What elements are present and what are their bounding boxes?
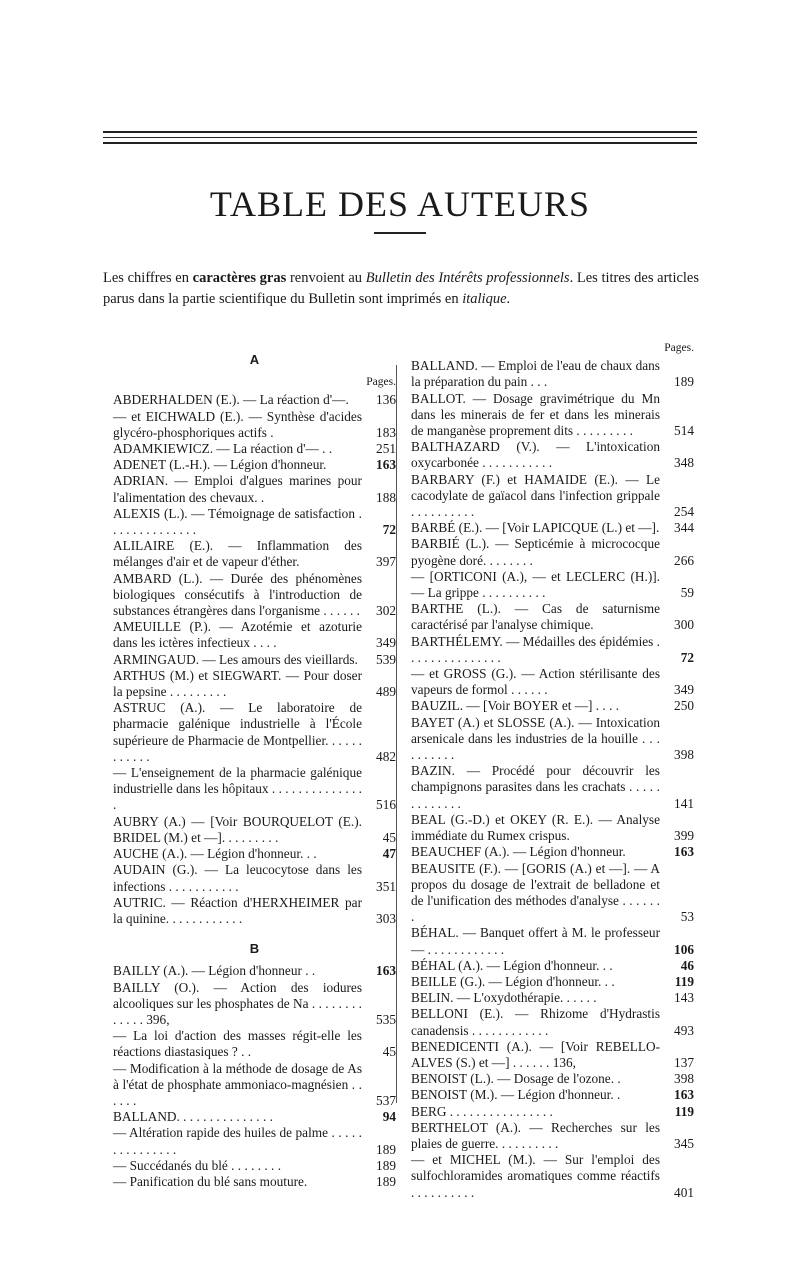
entry-page-number: 539 <box>376 651 396 667</box>
entry-page-number: 250 <box>674 698 694 714</box>
entry-text: — L'enseignement de la pharmacie galénique industrielle dans les hôpitaux . . . . . . . . . . . . . . . <box>113 765 362 813</box>
entry-page-number: 163 <box>674 1087 694 1103</box>
section-letter: B <box>249 941 260 957</box>
entry-page-number: 72 <box>680 649 694 665</box>
entry-text: BALLAND. — Emploi de l'eau de chaux dans la préparation du pain . . . <box>411 358 660 390</box>
author-entry <box>411 974 694 990</box>
author-entry <box>411 439 694 471</box>
entry-text: BARBÉ (E.). — [Voir LAPICQUE (L.) et —]. <box>411 520 660 536</box>
entry-page-number: 537 <box>376 1092 396 1108</box>
entry-text: — Succédanés du blé . . . . . . . . <box>113 1157 282 1173</box>
entry-page-number: 398 <box>674 1071 694 1087</box>
author-entry <box>411 698 694 714</box>
author-entry <box>113 963 396 979</box>
author-entry <box>411 1039 694 1071</box>
author-entry <box>113 1028 396 1060</box>
entry-text: BAILLY (O.). — Action des iodures alcooliques sur les phosphates de Na . . . . . . . . . . . . . 396, <box>113 979 362 1027</box>
pages-column-heading: Pages. <box>664 342 694 354</box>
header-rule-top <box>103 131 697 133</box>
author-entry <box>113 846 396 862</box>
entry-page-number: 189 <box>376 1141 396 1157</box>
entry-page-number: 300 <box>674 617 694 633</box>
entry-page-number: 137 <box>674 1054 694 1070</box>
entry-text: — Panification du blé sans mouture. <box>113 1173 308 1189</box>
entry-page-number: 189 <box>376 1173 396 1189</box>
entry-text: BEAUCHEF (A.). — Légion d'honneur. <box>411 844 626 860</box>
entry-text: BARBARY (F.) et HAMAIDE (E.). — Le cacodylate de gaïacol dans l'infection grippale . . . . . . . . . . <box>411 471 660 520</box>
author-entry <box>411 1071 694 1087</box>
left-column <box>113 338 396 1190</box>
author-entry <box>411 520 694 536</box>
entry-text: BALLOT. — Dosage gravimétrique du Mn dans les minerais de fer et dans les minerais de manganèse proprement dits . . . . . . . . . <box>411 390 660 439</box>
author-entry <box>411 391 694 440</box>
entry-page-number: 188 <box>376 489 396 505</box>
intro-text-1: Les chiffres en <box>103 270 193 286</box>
entry-page-number: 106 <box>674 941 694 957</box>
entry-text: BARBIÉ (L.). — Septicémie à micrococque pyogène doré. . . . . . . . <box>411 536 660 568</box>
entry-page-number: 535 <box>376 1011 396 1027</box>
entry-text: BALLAND. . . . . . . . . . . . . . . <box>113 1109 273 1125</box>
intro-paragraph <box>103 268 699 310</box>
entry-text: BÉHAL (A.). — Légion d'honneur. . . <box>411 957 613 973</box>
entry-page-number: 163 <box>674 844 694 860</box>
author-entry <box>113 1061 396 1110</box>
author-entry <box>411 536 694 568</box>
author-entry <box>411 1087 694 1103</box>
entry-text: BERG . . . . . . . . . . . . . . . . <box>411 1103 553 1119</box>
author-entry <box>113 409 396 441</box>
entry-text: BAYET (A.) et SLOSSE (A.). — Intoxication arsenicale dans les industries de la houille . . . . . . . . . . <box>411 714 660 763</box>
entry-text: ALILAIRE (E.). — Inflammation des mélanges d'air et de vapeur d'éther. <box>113 538 362 570</box>
entry-text: BARTHÉLEMY. — Médailles des épidémies . . . . . . . . . . . . . . . <box>411 633 660 665</box>
entry-text: BAUZIL. — [Voir BOYER et —] . . . . <box>411 698 620 714</box>
entry-text: BERTHELOT (A.). — Recherches sur les plaies de guerre. . . . . . . . . . <box>411 1119 660 1151</box>
entry-page-number: 163 <box>376 963 396 979</box>
entry-text: — et EICHWALD (E.). — Synthèse d'acides glycéro-phosphoriques actifs . <box>113 408 362 440</box>
title-underline <box>374 232 426 234</box>
author-entry <box>113 457 396 473</box>
entry-text: BELLONI (E.). — Rhizome d'Hydrastis canadensis . . . . . . . . . . . . <box>411 1006 660 1038</box>
author-entry <box>411 472 694 521</box>
intro-italic-text: Bulletin des Intérêts professionnels <box>365 270 570 286</box>
entry-page-number: 189 <box>376 1157 396 1173</box>
entry-page-number: 141 <box>674 795 694 811</box>
entry-text: BAILLY (A.). — Légion d'honneur . . <box>113 963 316 979</box>
entry-text: BENOIST (L.). — Dosage de l'ozone. . <box>411 1071 621 1087</box>
entry-text: BALTHAZARD (V.). — L'intoxication oxycarbonée . . . . . . . . . . . <box>411 439 660 471</box>
entry-text: AUDAIN (G.). — La leucocytose dans les infections . . . . . . . . . . . <box>113 862 362 894</box>
author-entry <box>411 1152 694 1201</box>
entry-page-number: 493 <box>674 1022 694 1038</box>
author-entry <box>411 666 694 698</box>
intro-bold-text: caractères gras <box>192 270 287 286</box>
entry-page-number: 303 <box>376 910 396 926</box>
entry-text: — Modification à la méthode de dosage de As à l'état de phosphate ammoniaco-magnésien . . . . . . <box>113 1060 362 1108</box>
entry-page-number: 72 <box>382 522 396 538</box>
entry-text: — Altération rapide des huiles de palme . . . . . . . . . . . . . . . <box>113 1125 362 1157</box>
section-letter: A <box>249 352 260 367</box>
author-entry <box>411 812 694 844</box>
author-entry <box>411 1120 694 1152</box>
column-divider <box>396 365 397 1103</box>
author-entry <box>411 601 694 633</box>
entry-page-number: 516 <box>376 797 396 813</box>
author-entry <box>113 862 396 894</box>
entry-page-number: 143 <box>674 990 694 1006</box>
entry-text: AUBRY (A.) — [Voir BOURQUELOT (E.). BRIDEL (M.) et —]. . . . . . . . . <box>113 813 362 845</box>
author-entry <box>411 925 694 957</box>
entry-page-number: 53 <box>680 909 694 925</box>
entry-page-number: 302 <box>376 603 396 619</box>
author-entry <box>113 619 396 651</box>
entry-page-number: 399 <box>674 828 694 844</box>
intro-text-3: . Les titres des articles parus dans la partie scientifique du Bulletin sont imprimés en <box>103 270 700 307</box>
entry-page-number: 251 <box>376 441 396 457</box>
author-entry <box>113 538 396 570</box>
author-entry <box>113 1158 396 1174</box>
entry-text: — [ORTICONI (A.), — et LECLERC (H.)]. — La grippe . . . . . . . . . . <box>411 568 660 601</box>
entry-text: ABDERHALDEN (E.). — La réaction d'—. <box>113 392 349 408</box>
entry-page-number: 401 <box>674 1184 694 1200</box>
entry-page-number: 183 <box>376 424 396 440</box>
entry-page-number: 344 <box>674 520 694 536</box>
entry-text: BELIN. — L'oxydothérapie. . . . . . <box>411 990 597 1006</box>
author-entry <box>411 990 694 1006</box>
author-entry <box>411 763 694 812</box>
entry-text: — et MICHEL (M.). — Sur l'emploi des sulfochloramides aromatiques comme réactifs . . . . . . . . . . <box>411 1152 660 1200</box>
author-entry <box>113 1174 396 1190</box>
entry-page-number: 46 <box>680 957 694 973</box>
author-entry <box>113 1109 396 1125</box>
entry-page-number: 189 <box>674 374 694 390</box>
entry-page-number: 348 <box>674 455 694 471</box>
entry-page-number: 163 <box>376 457 396 473</box>
author-entry <box>113 895 396 927</box>
entry-page-number: 136 <box>376 392 396 408</box>
entry-page-number: 59 <box>680 585 694 601</box>
right-column <box>411 338 694 1201</box>
author-entry <box>113 571 396 620</box>
entry-text: — La loi d'action des masses régit-elle les réactions diastasiques ? . . <box>113 1028 362 1060</box>
header-rule-middle <box>103 137 697 138</box>
author-entry <box>113 1125 396 1157</box>
entry-text: ARMINGAUD. — Les amours des vieillards. <box>113 651 358 667</box>
entry-page-number: 514 <box>674 423 694 439</box>
author-entry <box>411 569 694 601</box>
entry-page-number: 351 <box>376 878 396 894</box>
author-entry <box>411 861 694 926</box>
entry-text: BEAL (G.-D.) et OKEY (R. E.). — Analyse immédiate du Rumex crispus. <box>411 811 660 844</box>
header-rule-bottom <box>103 142 697 144</box>
entry-text: AMBARD (L.). — Durée des phénomènes biologiques consécutifs à l'introduction de substances étrangères dans l'organisme . . . . . . <box>113 570 362 619</box>
entry-text: AMEUILLE (P.). — Azotémie et azoturie dans les ictères infectieux . . . . <box>113 619 362 651</box>
entry-text: BEILLE (G.). — Légion d'honneur. . . <box>411 973 615 989</box>
author-entry <box>411 958 694 974</box>
entry-text: — et GROSS (G.). — Action stérilisante des vapeurs de formol . . . . . . <box>411 666 660 698</box>
entry-page-number: 254 <box>674 504 694 520</box>
entry-page-number: 482 <box>376 748 396 764</box>
author-entry <box>411 1006 694 1038</box>
author-entry <box>113 441 396 457</box>
pages-column-heading: Pages. <box>366 376 396 389</box>
entry-page-number: 94 <box>382 1109 396 1125</box>
entry-text: BÉHAL. — Banquet offert à M. le professeur — . . . . . . . . . . . . <box>411 925 660 957</box>
entry-page-number: 349 <box>674 682 694 698</box>
author-entry <box>113 473 396 505</box>
author-entry <box>113 765 396 814</box>
entry-text: BENEDICENTI (A.). — [Voir REBELLO-ALVES (S.) et —] . . . . . . 136, <box>411 1038 660 1070</box>
entry-page-number: 489 <box>376 684 396 700</box>
author-entry <box>113 814 396 846</box>
entry-text: BAZIN. — Procédé pour découvrir les champignons parasites dans les crachats . . . . . . . . . . . . . <box>411 763 660 811</box>
author-entry <box>113 506 396 538</box>
entry-page-number: 45 <box>382 1044 396 1060</box>
entry-page-number: 45 <box>382 829 396 845</box>
entry-text: AUCHE (A.). — Légion d'honneur. . . <box>113 846 317 862</box>
author-entry <box>113 700 396 765</box>
author-entry <box>411 1104 694 1120</box>
entry-text: ADRIAN. — Emploi d'algues marines pour l'alimentation des chevaux. . <box>113 473 362 505</box>
entry-page-number: 349 <box>376 635 396 651</box>
entry-text: ADENET (L.-H.). — Légion d'honneur. <box>113 457 327 473</box>
entry-text: BARTHE (L.). — Cas de saturnisme caractérisé par l'analyse chimique. <box>411 601 660 633</box>
author-entry <box>411 634 694 666</box>
intro-italic-text-2: italique <box>462 291 507 307</box>
entry-text: AUTRIC. — Réaction d'HERXHEIMER par la quinine. . . . . . . . . . . . <box>113 894 362 926</box>
author-entry <box>411 715 694 764</box>
page-title: TABLE DES AUTEURS <box>209 184 591 224</box>
entry-text: ARTHUS (M.) et SIEGWART. — Pour doser la pepsine . . . . . . . . . <box>113 667 362 700</box>
author-entry <box>113 668 396 700</box>
author-entry <box>113 392 396 408</box>
intro-text-4: . <box>506 291 511 307</box>
entry-text: BEAUSITE (F.). — [GORIS (A.) et —]. — A propos du dosage de l'extrait de belladone et de l'unification des méthodes d'analyse . . . . . . . <box>411 860 660 925</box>
entry-page-number: 266 <box>674 552 694 568</box>
author-entry <box>411 358 694 390</box>
author-entry <box>113 652 396 668</box>
intro-text-2: renvoient au <box>286 270 366 286</box>
author-entry <box>113 980 396 1029</box>
entry-page-number: 119 <box>674 973 694 989</box>
entry-text: ALEXIS (L.). — Témoignage de satisfaction . . . . . . . . . . . . . . <box>113 505 362 538</box>
entry-page-number: 345 <box>674 1135 694 1151</box>
entry-page-number: 397 <box>376 554 396 570</box>
entry-text: BENOIST (M.). — Légion d'honneur. . <box>411 1087 621 1103</box>
entry-text: ASTRUC (A.). — Le laboratoire de pharmacie galénique industrielle à l'École supérieure de Pharmacie de Montpellier. . . . . . . . . . . . <box>113 700 362 764</box>
entry-page-number: 47 <box>382 846 396 862</box>
entry-text: ADAMKIEWICZ. — La réaction d'— . . <box>113 441 333 457</box>
entry-page-number: 398 <box>674 747 694 763</box>
entry-page-number: 119 <box>674 1103 694 1119</box>
author-entry <box>411 844 694 860</box>
